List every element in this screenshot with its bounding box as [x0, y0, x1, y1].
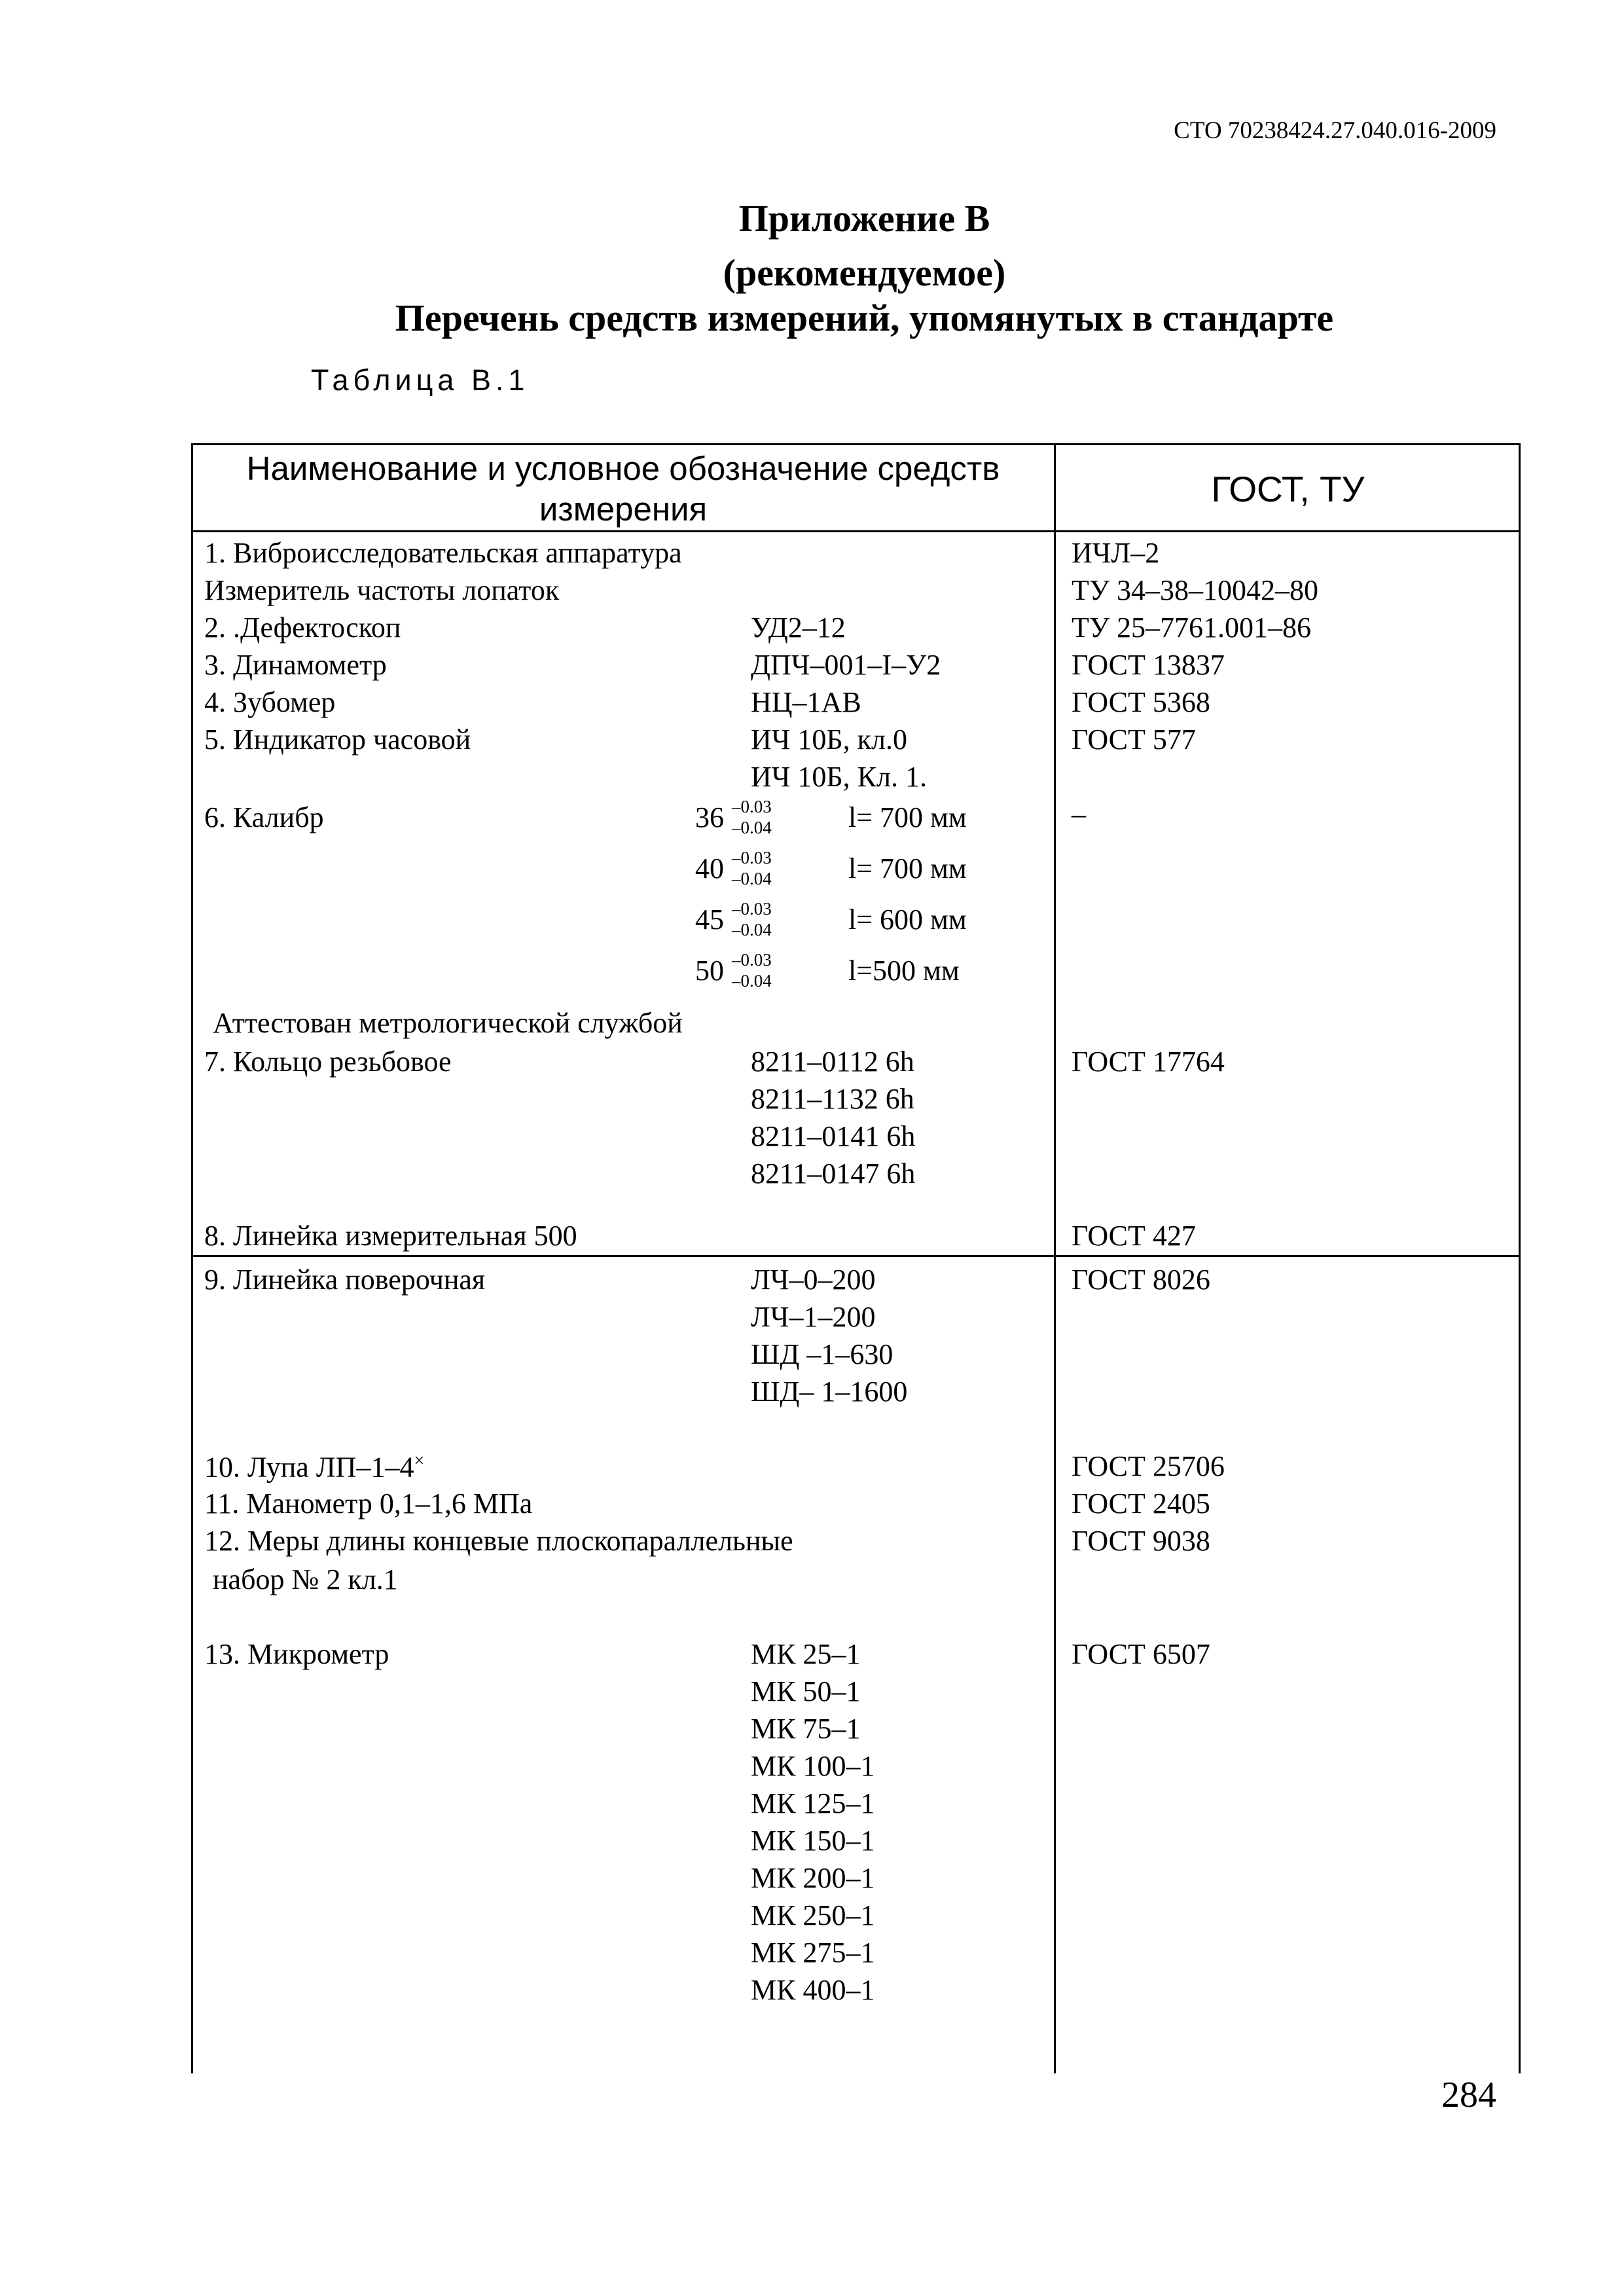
caliber-size: 36	[695, 801, 724, 833]
row-1b-name: Измеритель частоты лопаток	[204, 574, 560, 606]
caliber-upper-tolerance: –0.03	[732, 797, 772, 816]
micrometer-model: МК 25–1	[751, 1638, 861, 1670]
row-3-name: 3. Динамометр	[204, 649, 387, 681]
appendix-type: (рекомендуемое)	[723, 251, 1006, 294]
row-4-gost: ГОСТ 5368	[1072, 686, 1210, 718]
row-4-name: 4. Зубомер	[204, 686, 336, 718]
row-5-model: ИЧ 10Б, кл.0	[751, 723, 907, 756]
manometer-name: 11. Манометр 0,1–1,6 МПа	[204, 1487, 533, 1520]
document-code: СТО 70238424.27.040.016-2009	[1174, 117, 1496, 144]
row-3-gost: ГОСТ 13837	[1072, 649, 1225, 681]
caliber-lower-tolerance: –0.04	[732, 869, 772, 888]
row-1-gost: ИЧЛ–2	[1072, 537, 1160, 569]
row-4-model: НЦ–1АВ	[751, 686, 861, 718]
magnifier-label: 10. Лупа ЛП–1–4	[204, 1451, 414, 1484]
caliber-lower-tolerance: –0.04	[732, 818, 772, 837]
row-5-gost: ГОСТ 577	[1072, 723, 1196, 756]
ruler-check-model: ЛЧ–1–200	[751, 1301, 876, 1333]
micrometer-model: МК 200–1	[751, 1862, 875, 1894]
gauge-blocks-gost: ГОСТ 9038	[1072, 1525, 1210, 1557]
micrometer-model: МК 250–1	[751, 1899, 875, 1931]
ring-model: 8211–1132 6h	[751, 1083, 914, 1115]
header-name: Наименование и условное обозначение средств измерения	[246, 450, 1000, 528]
ring-model: 8211–0141 6h	[751, 1120, 916, 1152]
ruler-check-gost: ГОСТ 8026	[1072, 1264, 1210, 1296]
micrometer-model: МК 125–1	[751, 1787, 875, 1819]
caliber-gost: –	[1072, 798, 1086, 830]
page-number: 284	[1441, 2075, 1496, 2115]
measurement-instruments-table	[191, 443, 1521, 2073]
magnifier-name	[204, 1452, 424, 1482]
ruler-check-model: ШД –1–630	[751, 1338, 893, 1370]
magnifier-gost: ГОСТ 25706	[1072, 1450, 1225, 1482]
magnifier-sup: ×	[414, 1451, 425, 1471]
row-3-model: ДПЧ–001–I–У2	[751, 649, 941, 681]
ring-model: 8211–0112 6h	[751, 1046, 914, 1078]
row-1b-gost: ТУ 34–38–10042–80	[1072, 574, 1319, 606]
caliber-upper-tolerance: –0.03	[732, 848, 772, 867]
ring-name: 7. Кольцо резьбовое	[204, 1046, 452, 1078]
caliber-size: 45	[695, 903, 724, 936]
table-border-top	[191, 443, 1521, 445]
caliber-length: l=500 мм	[848, 955, 960, 987]
micrometer-model: МК 150–1	[751, 1825, 875, 1857]
caliber-note: Аттестован метрологической службой	[213, 1007, 683, 1039]
row-2-gost: ТУ 25–7761.001–86	[1072, 611, 1312, 644]
caliber-upper-tolerance: –0.03	[732, 950, 772, 970]
row-5-name: 5. Индикатор часовой	[204, 723, 471, 756]
gauge-blocks-name: 12. Меры длины концевые плоскопараллельные	[204, 1525, 793, 1557]
caliber-length: l= 700 мм	[848, 801, 967, 833]
caliber-upper-tolerance: –0.03	[732, 899, 772, 919]
table-border-left	[191, 443, 193, 2073]
caliber-name: 6. Калибр	[204, 801, 324, 833]
table-column-divider	[1054, 443, 1056, 2073]
micrometer-model: МК 50–1	[751, 1675, 861, 1707]
caliber-length: l= 600 мм	[848, 903, 967, 936]
table-label: Таблица В.1	[311, 363, 530, 397]
caliber-lower-tolerance: –0.04	[732, 920, 772, 939]
ruler-measure-gost: ГОСТ 427	[1072, 1220, 1196, 1252]
caliber-length: l= 700 мм	[848, 852, 967, 884]
micrometer-model: МК 275–1	[751, 1937, 875, 1969]
micrometer-gost: ГОСТ 6507	[1072, 1638, 1210, 1670]
ruler-check-model: ШД– 1–1600	[751, 1376, 908, 1408]
row-1-name: 1. Виброисследовательская аппаратура	[204, 537, 682, 569]
row-2-name: 2. .Дефектоскоп	[204, 611, 401, 644]
ruler-check-name: 9. Линейка поверочная	[204, 1264, 486, 1296]
gauge-blocks-set: набор № 2 кл.1	[213, 1563, 398, 1595]
appendix-title: Приложение В	[738, 197, 990, 240]
ruler-measure-name: 8. Линейка измерительная 500	[204, 1220, 577, 1252]
micrometer-name: 13. Микрометр	[204, 1638, 389, 1670]
micrometer-model: МК 75–1	[751, 1713, 861, 1745]
table-border-right	[1519, 443, 1521, 2073]
header-gost: ГОСТ, ТУ	[1211, 469, 1365, 509]
row-2-model: УД2–12	[751, 611, 846, 644]
list-title: Перечень средств измерений, упомянутых в стандарте	[395, 297, 1334, 339]
table-row-divider	[191, 1255, 1521, 1257]
manometer-gost: ГОСТ 2405	[1072, 1487, 1210, 1520]
micrometer-model: МК 400–1	[751, 1974, 875, 2006]
caliber-size: 50	[695, 955, 724, 987]
micrometer-model: МК 100–1	[751, 1750, 875, 1782]
row-5b-model: ИЧ 10Б, Кл. 1.	[751, 761, 927, 793]
ruler-check-model: ЛЧ–0–200	[751, 1264, 876, 1296]
ring-gost: ГОСТ 17764	[1072, 1046, 1225, 1078]
ring-model: 8211–0147 6h	[751, 1157, 916, 1190]
caliber-lower-tolerance: –0.04	[732, 971, 772, 991]
caliber-size: 40	[695, 852, 724, 884]
table-header-divider	[191, 530, 1521, 532]
